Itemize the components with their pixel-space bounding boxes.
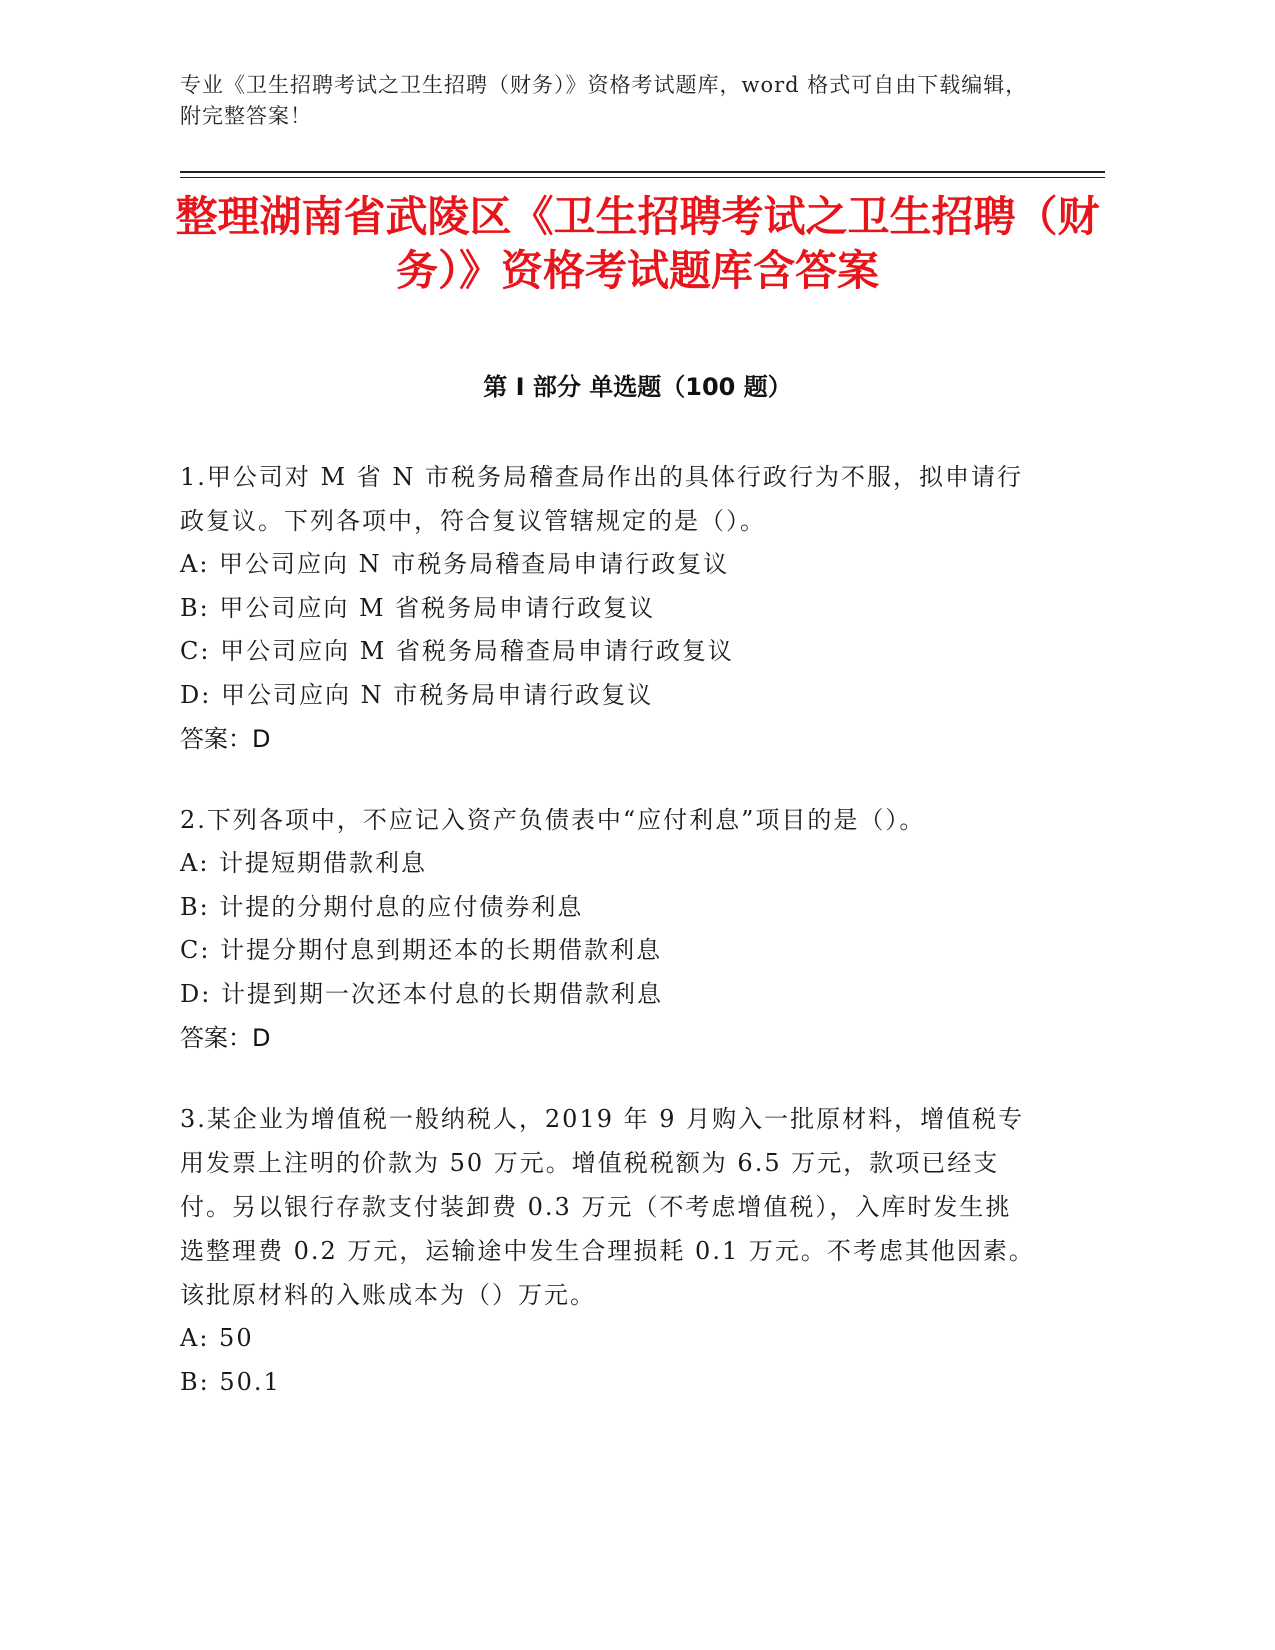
header-divider-thick	[180, 171, 1105, 173]
option-a: A: 甲公司应向 N 市税务局稽查局申请行政复议	[180, 550, 730, 578]
section-heading: 第 I 部分 单选题（100 题）	[483, 373, 792, 401]
option-b: B: 计提的分期付息的应付债券利息	[180, 892, 584, 921]
header-note: 专业《卫生招聘考试之卫生招聘（财务）》资格考试题库，word 格式可自由下载编辑，附完整答案！	[180, 73, 1028, 128]
question-1	[180, 455, 1035, 761]
header-divider-thin	[180, 177, 1105, 178]
answer-label: 答案：D	[180, 1024, 271, 1052]
option-c: C: 甲公司应向 M 省税务局稽查局申请行政复议	[180, 637, 734, 665]
question-list	[180, 455, 1035, 1441]
option-a: A: 50	[180, 1324, 254, 1352]
question-stem: 3.某企业为增值税一般纳税人，2019 年 9 月购入一批原材料，增值税专用发票上注明的价款为 50 万元。增值税税额为 6.5 万元，款项已经支付。另以银行存款支付装卸费 0.3 万元（不考虑增值税），入库时发生挑选整理费 0.2 万元，运输途中发生合理损耗 0.1 万元。不考虑其他因素。该批原材料的入账成本为（）万元。	[180, 1105, 1035, 1309]
option-b: B: 甲公司应向 M 省税务局申请行政复议	[180, 593, 656, 622]
option-a: A: 计提短期借款利息	[180, 849, 428, 877]
option-c: C: 计提分期付息到期还本的长期借款利息	[180, 936, 663, 964]
option-d: D: 计提到期一次还本付息的长期借款利息	[180, 979, 663, 1008]
question-stem: 1.甲公司对 M 省 N 市税务局稽查局作出的具体行政行为不服，拟申请行政复议。下列各项中，符合复议管辖规定的是（）。	[180, 463, 1023, 535]
answer-label: 答案：D	[180, 725, 271, 753]
question-stem: 2.下列各项中，不应记入资产负债表中“应付利息”项目的是（）。	[180, 806, 926, 834]
document-title: 整理湖南省武陵区《卫生招聘考试之卫生招聘（财务）》资格考试题库含答案	[175, 192, 1100, 295]
option-d: D: 甲公司应向 N 市税务局申请行政复议	[180, 680, 654, 709]
question-2	[180, 798, 1035, 1060]
option-b: B: 50.1	[180, 1367, 281, 1396]
question-3	[180, 1097, 1035, 1404]
